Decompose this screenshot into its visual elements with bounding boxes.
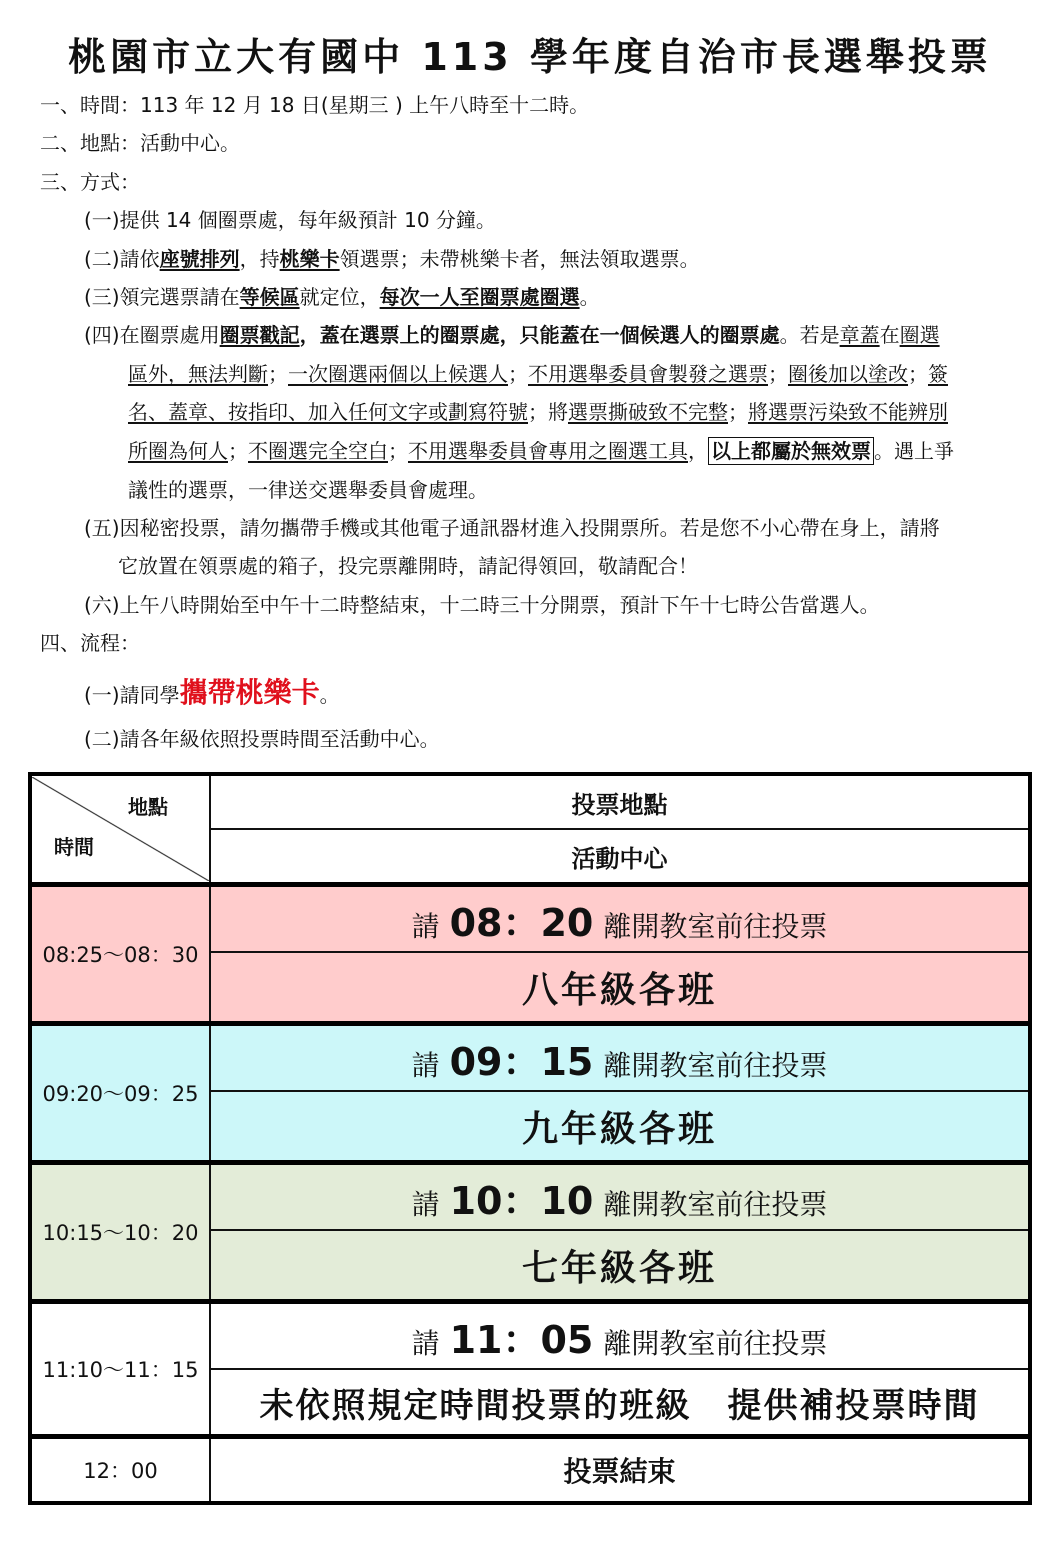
page-title: 桃園市立大有國中 113 學年度自治市長選舉投票: [68, 35, 992, 79]
leave-time-cell: 請 08：20 離開教室前往投票: [210, 885, 1030, 953]
makeup-vote-cell: 未依照規定時間投票的班級 提供補投票時間: [210, 1369, 1030, 1437]
schedule-end-row: [30, 1437, 1030, 1504]
flow-item-2: (二)請各年級依照投票時間至活動中心。: [84, 727, 440, 751]
schedule-row: [30, 885, 1030, 953]
method-item-4-line1: (四)在圈票處用圈票戳記，蓋在選票上的圈票處，只能蓋在一個候選人的圈票處。若是章蓋在圈選: [84, 323, 940, 347]
leave-time-cell: 請 10：10 離開教室前往投票: [210, 1163, 1030, 1231]
header-location: 活動中心: [210, 829, 1030, 885]
grade-cell: 七年級各班: [210, 1230, 1030, 1302]
bring-card-highlight: 攜帶桃樂卡: [179, 676, 320, 709]
method-item-6: (六)上午八時開始至中午十二時整結束，十二時三十分開票，預計下午十七時公告當選人。: [84, 593, 880, 617]
method-item-5-line1: (五)因秘密投票，請勿攜帶手機或其他電子通訊器材進入投開票所。若是您不小心帶在身上，請將: [84, 516, 940, 540]
leave-time-cell: 請 11：05 離開教室前往投票: [210, 1302, 1030, 1370]
invalid-ballot-box: 以上都屬於無效票: [708, 437, 874, 465]
method-item-4-line3: 名、蓋章、按指印、加入任何文字或劃寫符號；將選票撕破致不完整；將選票污染致不能辨別: [128, 400, 948, 424]
time-cell: 10:15～10：20: [30, 1163, 210, 1302]
method-item-1: (一)提供 14 個圈票處，每年級預計 10 分鐘。: [84, 208, 496, 232]
table-corner-cell: [30, 774, 210, 885]
schedule-row: [30, 1024, 1030, 1092]
section-place: 二、地點：活動中心。: [40, 131, 240, 155]
schedule-row: [30, 1163, 1030, 1231]
corner-place-label: 地點: [128, 795, 168, 819]
time-cell: 11:10～11：15: [30, 1302, 210, 1437]
end-time-cell: 12：00: [30, 1437, 210, 1504]
method-item-4-line5: 議性的選票，一律送交選舉委員會處理。: [128, 478, 488, 502]
header-title: 投票地點: [210, 774, 1030, 829]
method-item-4-line4: 所圈為何人；不圈選完全空白；不用選舉委員會專用之圈選工具， 以上都屬於無效票 。遇上爭: [128, 439, 954, 463]
method-item-5-line2: 它放置在領票處的箱子，投完票離開時，請記得領回，敬請配合！: [118, 554, 698, 578]
schedule-row: [30, 1302, 1030, 1370]
leave-time-cell: 請 09：15 離開教室前往投票: [210, 1024, 1030, 1092]
method-item-4-line2: 區外，無法判斷；一次圈選兩個以上候選人；不用選舉委員會製發之選票；圈後加以塗改；簽: [128, 362, 948, 386]
section-method: 三、方式：: [40, 170, 140, 194]
section-flow: 四、流程：: [40, 631, 140, 655]
method-item-2: (二)請依座號排列，持桃樂卡領選票；未帶桃樂卡者，無法領取選票。: [84, 247, 700, 271]
flow-item-1: (一)請同學攜帶桃樂卡。: [84, 676, 340, 709]
section-time: 一、時間：113 年 12 月 18 日(星期三 ) 上午八時至十二時。: [40, 93, 590, 117]
schedule-table: [28, 772, 1032, 1505]
time-cell: 09:20～09：25: [30, 1024, 210, 1163]
grade-cell: 九年級各班: [210, 1091, 1030, 1163]
grade-cell: 八年級各班: [210, 952, 1030, 1024]
corner-time-label: 時間: [54, 835, 94, 859]
method-item-3: (三)領完選票請在等候區就定位，每次一人至圈票處圈選。: [84, 285, 600, 309]
time-cell: 08:25～08：30: [30, 885, 210, 1024]
end-label-cell: 投票結束: [210, 1437, 1030, 1504]
